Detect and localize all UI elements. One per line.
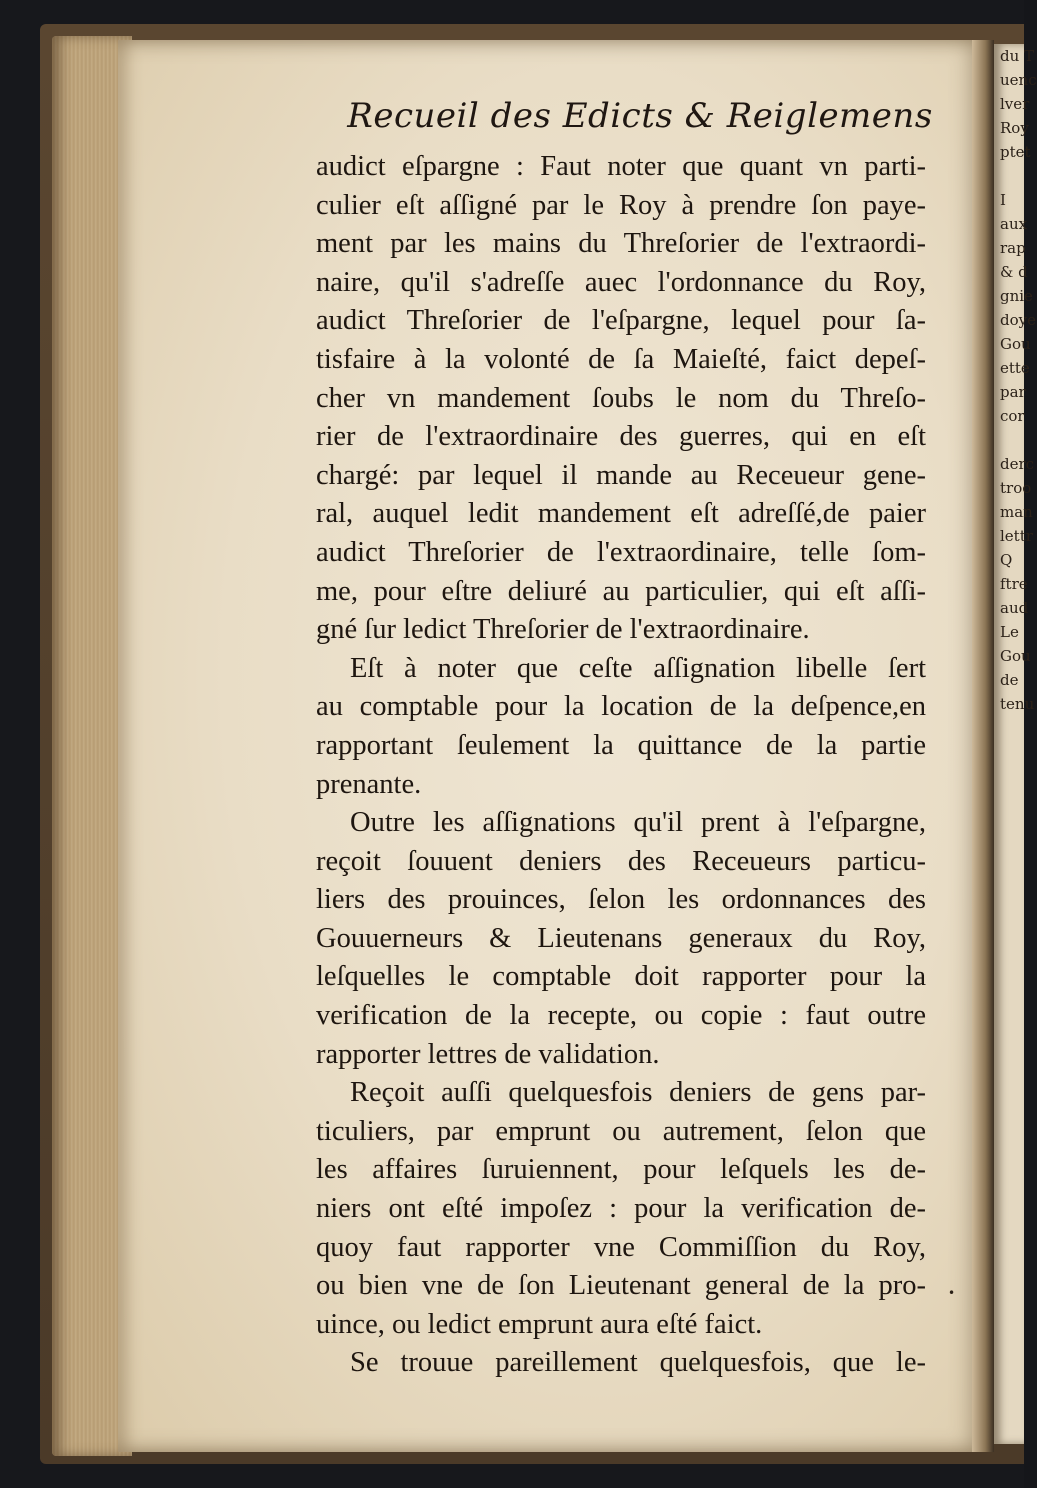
facing-page-fragment: ftre (1000, 575, 1028, 593)
facing-page-fragment: Gou (1000, 335, 1031, 353)
text-line: audict eſpargne : Faut noter que quant vn parti- (316, 151, 926, 182)
facing-page-fragment: I (1000, 191, 1006, 209)
facing-page-fragment: aud (1000, 599, 1029, 617)
text-line: prenante. (316, 768, 422, 800)
text-line: Outre les aſſignations qu'il prent à l'eſpargne, (350, 807, 926, 839)
text-line: Gouuerneurs & Lieutenans generaux du Roy, (316, 922, 926, 954)
facing-page-fragment: ette (1000, 359, 1030, 377)
text-line: ou bien vne de ſon Lieutenant general de la pro- (316, 1270, 926, 1302)
facing-page-fragment: doye (1000, 311, 1036, 329)
facing-page-fragment: lettr (1000, 527, 1033, 545)
facing-page-fragment: derc (1000, 455, 1035, 473)
facing-page-fragment: troo (1000, 479, 1032, 497)
facing-page-fragment: ptet (1000, 143, 1031, 161)
facing-page-fragment (994, 164, 1024, 188)
facing-page (994, 44, 1037, 1444)
text-line: cher vn mandement ſoubs le nom du Threſo- (316, 382, 926, 414)
text-line: gné ſur ledict Threſorier de l'extraordinaire. (316, 614, 810, 646)
facing-page-fragment (994, 716, 1024, 740)
signature-mark: • (948, 1286, 956, 1300)
facing-page-fragment: tenu (1000, 695, 1035, 713)
gutter (972, 40, 994, 1452)
text-line: culier eſt aſſigné par le Roy à prendre ſon paye- (316, 189, 926, 221)
facing-page-fragment: Gou (1000, 647, 1031, 665)
running-head: Recueil des Edicts & Reiglemens (347, 96, 933, 136)
body-text (316, 148, 926, 1383)
facing-page-fragment: Le (1000, 623, 1019, 641)
facing-page-fragment: aux (1000, 215, 1028, 233)
text-line: quoy faut rapporter vne Commiſſion du Roy, (316, 1231, 926, 1263)
text-line: rapportant ſeulement la quittance de la partie (316, 729, 926, 761)
text-line: ral, auquel ledit mandement eſt adreſſé,de paier (316, 498, 926, 530)
text-line: Se trouue pareillement quelquesfois, que le- (350, 1347, 926, 1379)
text-line: niers ont eſté impoſez : pour la verification de- (316, 1193, 926, 1225)
text-line: uince, ou ledict emprunt aura eſté faict. (316, 1308, 763, 1340)
text-line: me, pour eſtre deliuré au particulier, qui eſt aſſi- (316, 575, 926, 607)
facing-page-fragment: lver (1000, 95, 1030, 113)
text-line: audict Threſorier de l'extraordinaire, telle ſom- (316, 536, 926, 568)
facing-page-fragment (994, 764, 1024, 788)
text-line: audict Threſorier de l'eſpargne, lequel pour ſa- (316, 305, 926, 337)
facing-page-fragment: du T (1000, 47, 1035, 65)
text-line: ment par les mains du Threſorier de l'extraordi- (316, 228, 926, 260)
text-line: reçoit ſouuent deniers des Receueurs particu- (316, 845, 926, 877)
text-line: au comptable pour la location de la deſpence,en (316, 691, 926, 723)
facing-page-fragment: gnie (1000, 287, 1033, 305)
text-line: verification de la recepte, ou copie : faut outre (316, 1000, 926, 1032)
facing-page-fragment (994, 740, 1024, 764)
text-line: naire, qu'il s'adreſſe auec l'ordonnance du Roy, (316, 266, 926, 298)
text-line: rapporter lettres de validation. (316, 1038, 660, 1070)
text-line: rier de l'extraordinaire des guerres, qui en eſt (316, 421, 926, 453)
facing-page-fragment (994, 428, 1024, 452)
facing-page-fragment: par (1000, 383, 1026, 401)
text-line: leſquelles le comptable doit rapporter pour la (316, 961, 926, 993)
facing-page-fragment: cor (1000, 407, 1025, 425)
text-line: les affaires ſuruiennent, pour leſquels les de- (316, 1154, 926, 1186)
facing-page-fragment: Roy (1000, 119, 1029, 137)
text-line: chargé: par lequel il mande au Receueur gene- (316, 459, 926, 491)
facing-page-fragment: Q (1000, 551, 1013, 569)
text-line: liers des prouinces, ſelon les ordonnances des (316, 884, 926, 916)
text-line: Eſt à noter que ceſte aſſignation libelle ſert (350, 652, 926, 684)
text-line: Reçoit auſſi quelquesfois deniers de gens par- (350, 1077, 926, 1109)
facing-page-fragment: uenc (1000, 71, 1037, 89)
facing-page-fragment: & d (1000, 263, 1028, 281)
facing-page-fragment: man (1000, 503, 1033, 521)
text-line: tisfaire à la volonté de ſa Maieſté, faict depeſ- (316, 343, 926, 375)
facing-page-fragment: rap (1000, 239, 1026, 257)
facing-page-fragment: de (1000, 671, 1019, 689)
text-line: ticuliers, par emprunt ou autrement, ſelon que (316, 1115, 926, 1147)
